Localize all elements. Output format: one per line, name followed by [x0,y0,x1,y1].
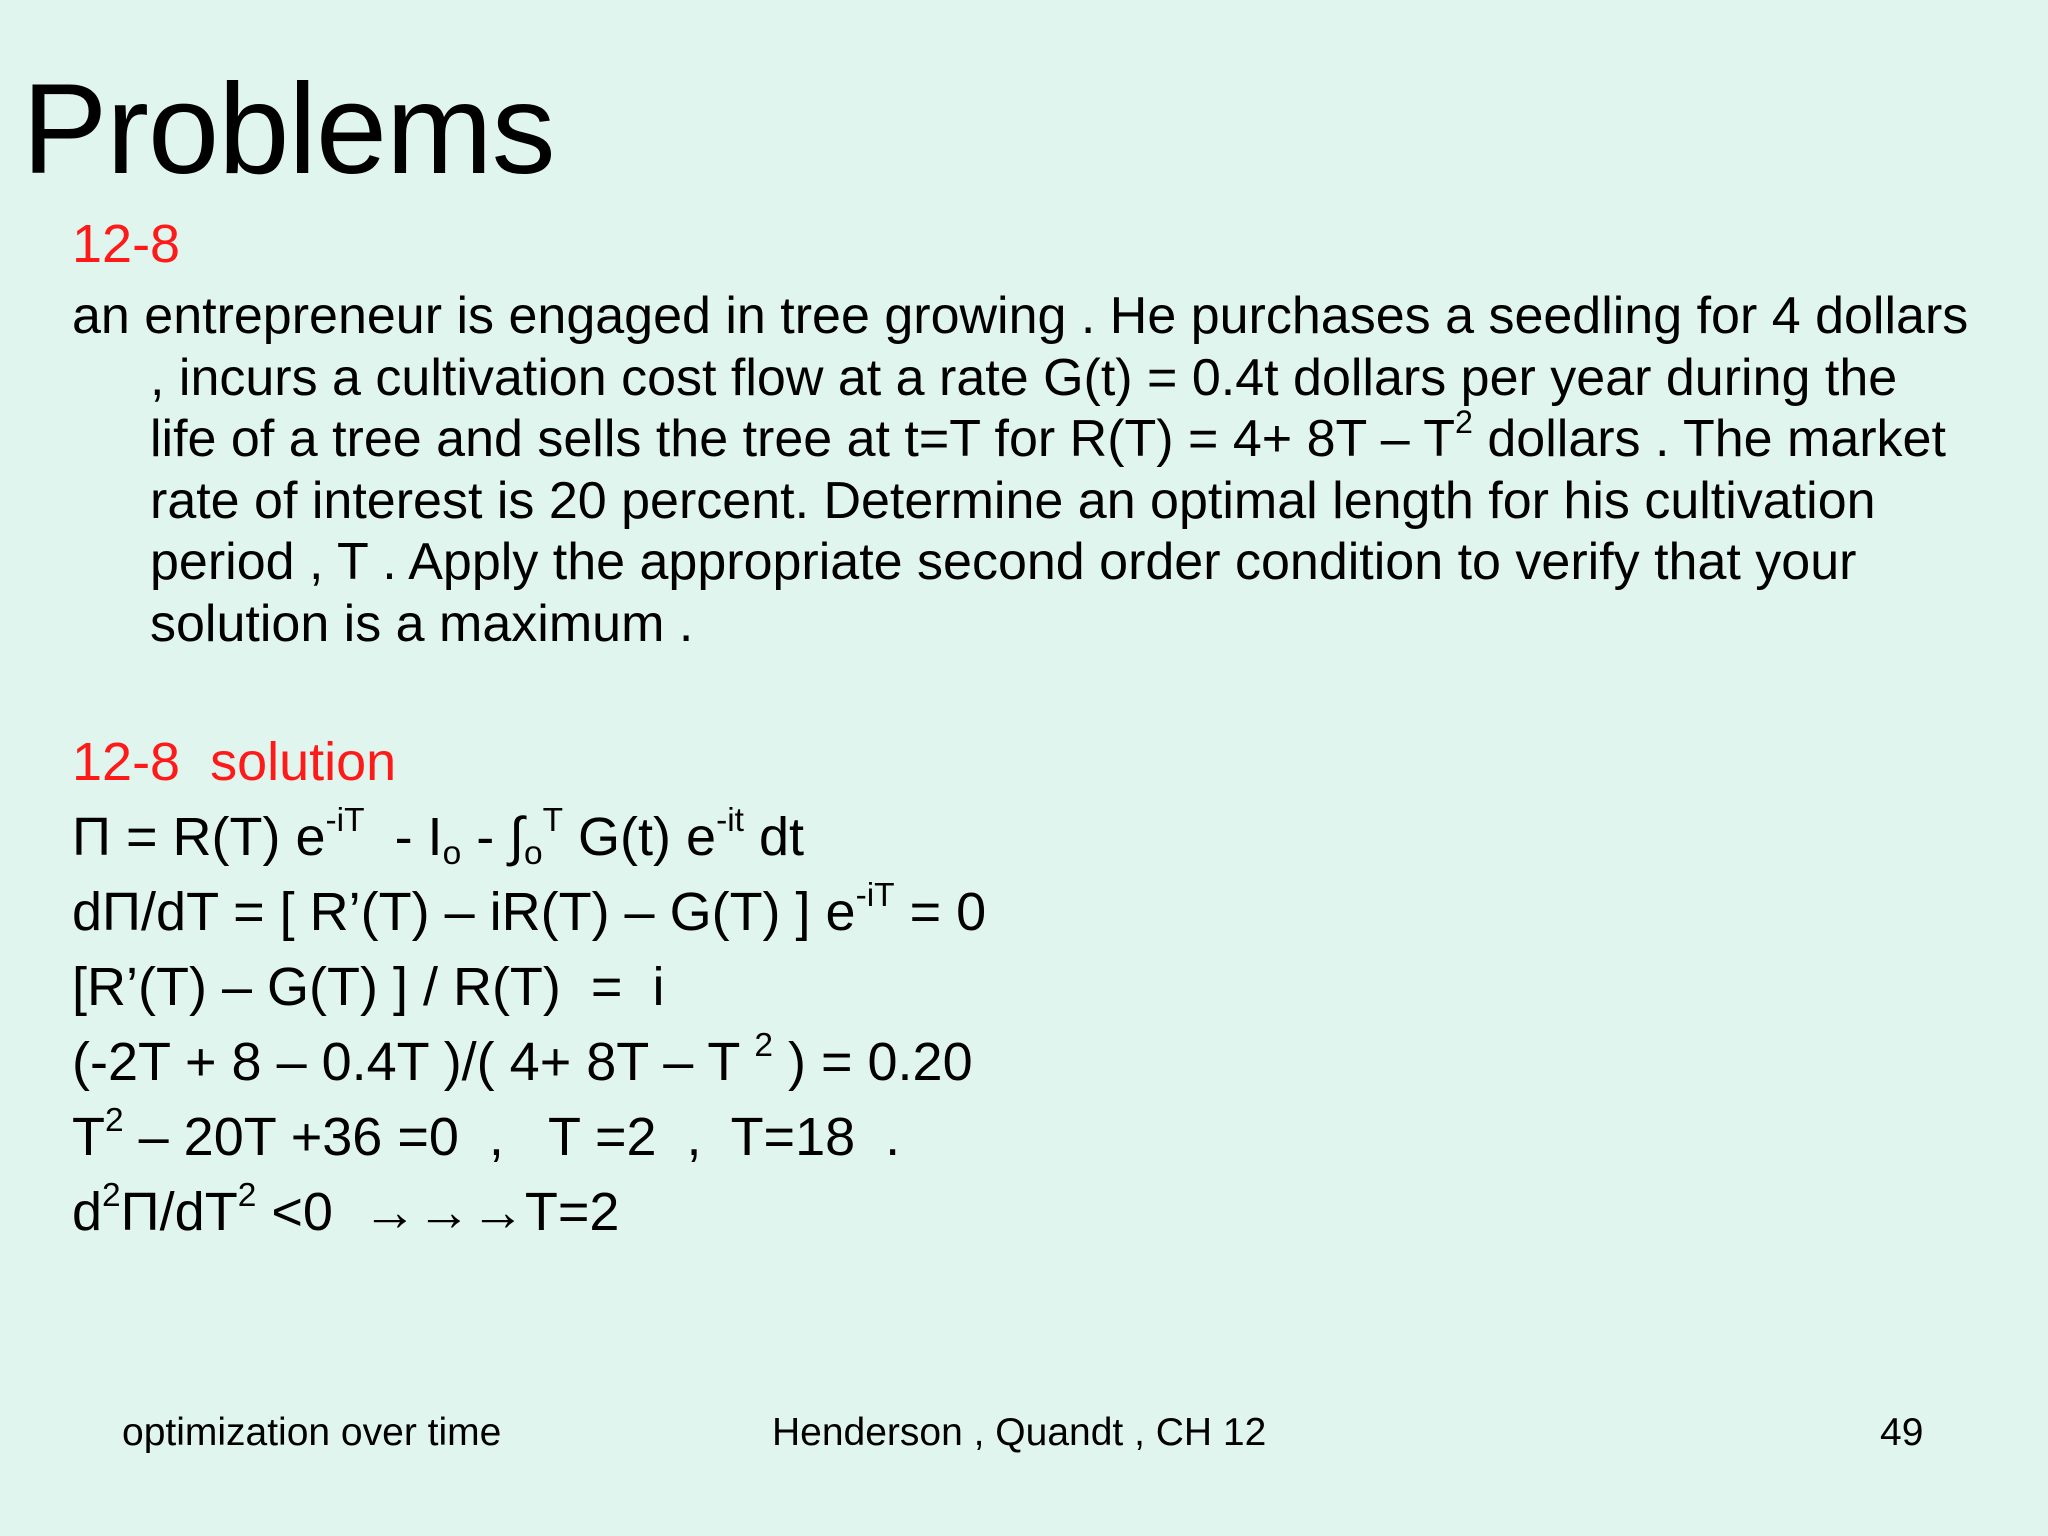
eq5-part-b: – 20T +36 =0 , T =2 , T=18 . [123,1107,901,1167]
equation-profit [72,801,804,873]
problem-number: 12-8 [72,214,181,274]
statement-exponent: 2 [1454,403,1473,440]
eq1-exp-a: -iT [325,801,365,839]
eq6-part-b: Π/dT [120,1182,238,1242]
statement-text-part-2: dollars . The market rate of interest is 20 percent. Determine an optimal length for his cultivation period , T . Apply the appropriate second order condition to verify that your solution is a maximum . [150,410,1946,653]
eq1-integral-lower: o [523,835,543,873]
equation-second-order [72,1176,620,1244]
eq1-part-d: G(t) e [563,807,717,867]
eq1-integral: - ∫ [461,807,524,867]
eq3-text: [R’(T) – G(T) ] / R(T) = i [72,957,665,1017]
equation-substitution [72,1026,973,1094]
eq4-exp-a: 2 [754,1026,773,1064]
eq6-part-c: <0 →→→T=2 [256,1182,620,1242]
equation-condition [72,955,664,1019]
eq6-exp-a: 2 [102,1176,121,1214]
eq1-integral-upper: T [542,801,564,839]
eq4-part-a: (-2T + 8 – 0.4T )/( 4+ 8T – T [72,1032,755,1092]
eq2-part-b: = 0 [894,882,987,942]
eq6-part-a: d [72,1182,103,1242]
equation-derivative [72,876,987,944]
solution-heading: 12-8 solution [72,732,397,792]
footer-topic: optimization over time [122,1411,502,1454]
statement-text-part-1: an entrepreneur is engaged in tree growing . He purchases a seedling for 4 dollars , incurs a cultivation cost flow at a rate G(t) = 0.4t dollars per year during the life of a tree and sells the tree at t=T for R(T) = 4+ 8T – T [72,287,1969,468]
problem-statement [72,286,1972,655]
eq6-exp-b: 2 [237,1176,257,1214]
eq5-exp-a: 2 [105,1101,124,1139]
eq1-part-e: dt [743,807,804,867]
eq4-part-b: ) = 0.20 [772,1032,973,1092]
eq2-part-a: dΠ/dT = [ R’(T) – iR(T) – G(T) ] e [72,882,856,942]
eq1-exp-d: -it [716,801,744,839]
footer-source: Henderson , Quandt , CH 12 [772,1411,1267,1454]
eq5-part-a: T [72,1107,105,1167]
eq2-exp-a: -iT [855,876,895,914]
footer-page-number: 49 [1880,1411,1924,1454]
equation-quadratic [72,1101,901,1169]
eq1-part-a: Π = R(T) e [72,807,326,867]
slide-title: Problems [22,58,555,201]
eq1-sub-b: o [442,835,462,873]
eq1-part-b: - I [364,807,443,867]
